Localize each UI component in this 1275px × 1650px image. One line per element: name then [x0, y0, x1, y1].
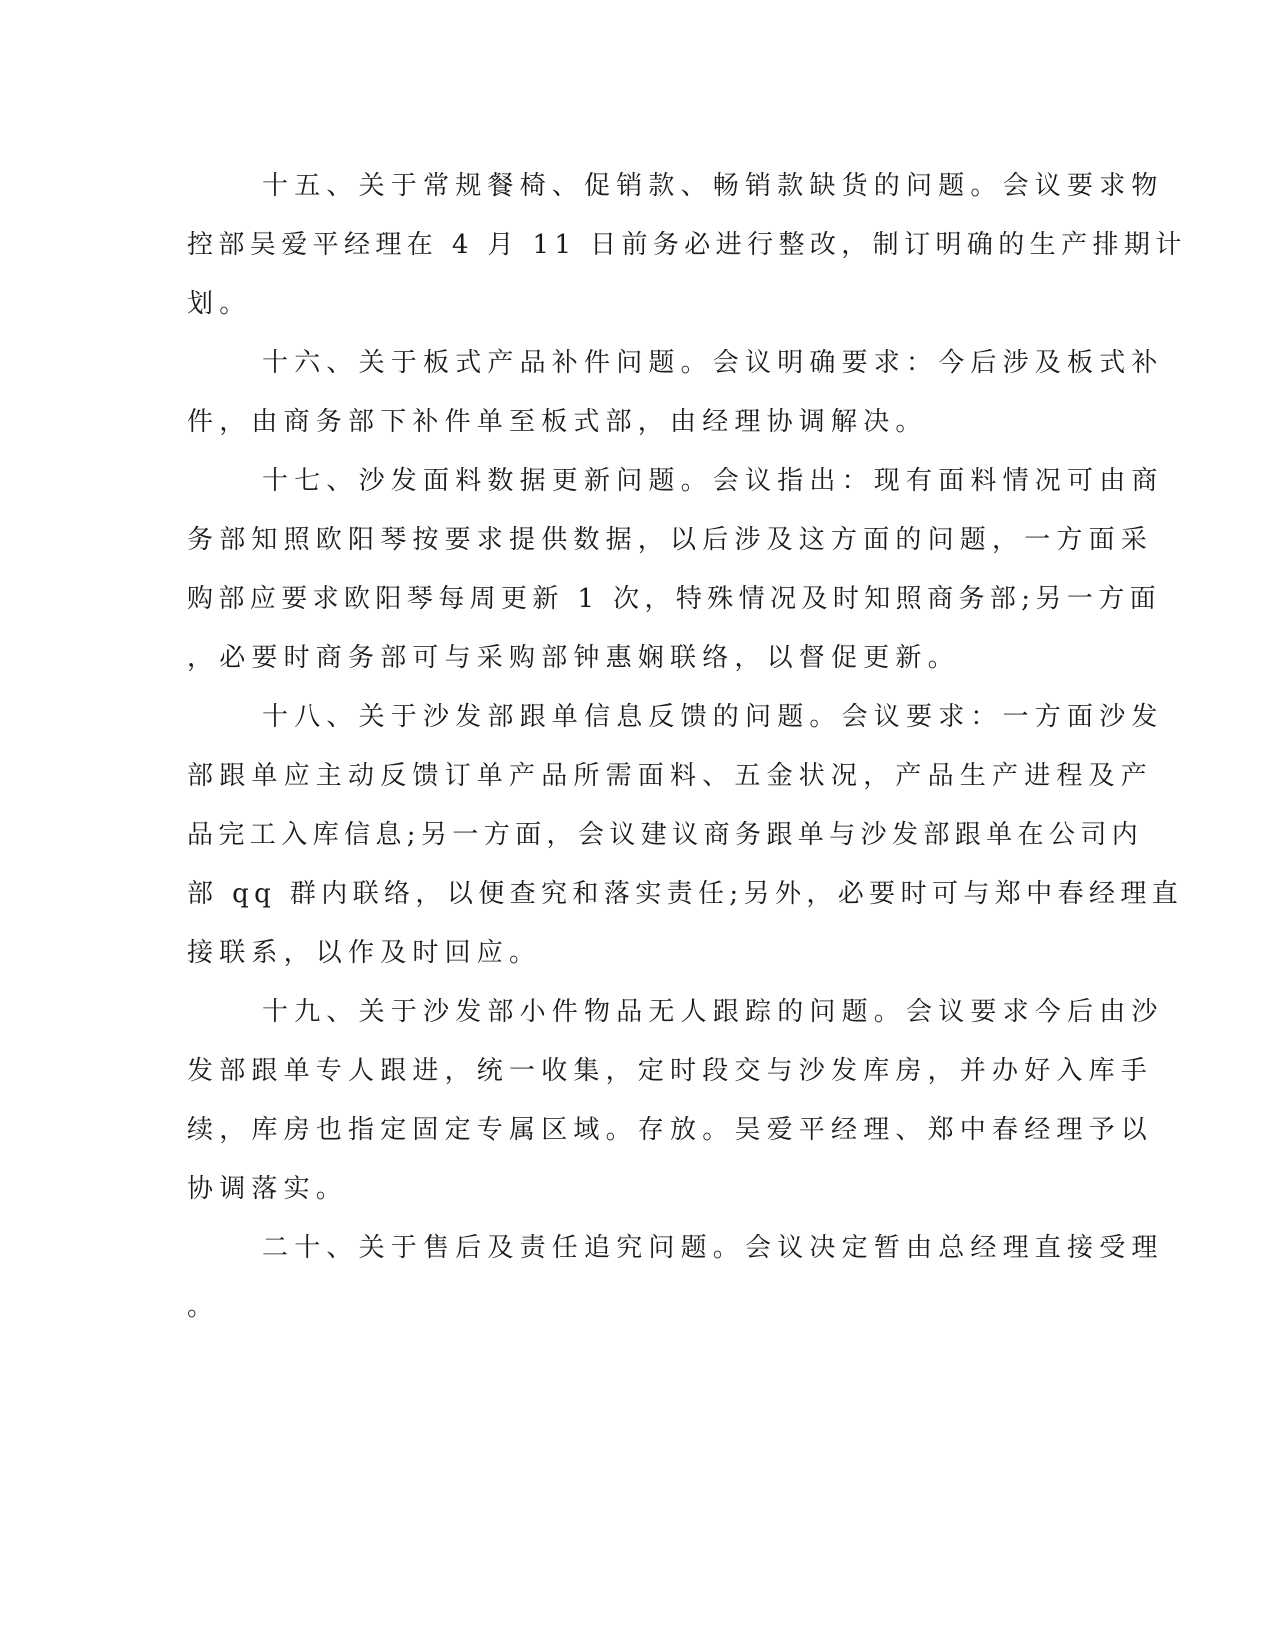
paragraph-19-line-3: 续，库房也指定固定专属区域。存放。吴爱平经理、郑中春经理予以 [187, 1115, 1154, 1145]
paragraph-20-line-1: 二十、关于售后及责任追究问题。会议决定暂由总经理直接受理 [262, 1233, 1164, 1263]
paragraph-17-line-3: 购部应要求欧阳琴每周更新 1 次，特殊情况及时知照商务部;另一方面 [187, 584, 1162, 614]
paragraph-18-line-3: 品完工入库信息;另一方面，会议建议商务跟单与沙发部跟单在公司内 [187, 820, 1144, 850]
paragraph-19-line-1: 十九、关于沙发部小件物品无人跟踪的问题。会议要求今后由沙 [262, 997, 1164, 1027]
paragraph-19-line-4: 协调落实。 [187, 1174, 349, 1204]
paragraph-16-line-1: 十六、关于板式产品补件问题。会议明确要求：今后涉及板式补 [262, 348, 1164, 378]
paragraph-18-line-2: 部跟单应主动反馈订单产品所需面料、五金状况，产品生产进程及产 [187, 761, 1154, 791]
paragraph-17-line-1: 十七、沙发面料数据更新问题。会议指出：现有面料情况可由商 [262, 466, 1164, 496]
paragraph-20-line-2: 。 [187, 1292, 220, 1322]
paragraph-18-line-5: 接联系，以作及时回应。 [187, 938, 542, 968]
paragraph-16-line-2: 件，由商务部下补件单至板式部，由经理协调解决。 [187, 407, 928, 437]
paragraph-19-line-2: 发部跟单专人跟进，统一收集，定时段交与沙发库房，并办好入库手 [187, 1056, 1154, 1086]
paragraph-15-line-2: 控部吴爱平经理在 4 月 11 日前务必进行整改，制订明确的生产排期计 [187, 230, 1187, 260]
paragraph-18-line-4: 部 qq 群内联络，以便查究和落实责任;另外，必要时可与郑中春经理直 [187, 879, 1184, 909]
paragraph-17-line-2: 务部知照欧阳琴按要求提供数据，以后涉及这方面的问题，一方面采 [187, 525, 1154, 555]
paragraph-15-line-3: 划。 [187, 289, 252, 319]
paragraph-15-line-1: 十五、关于常规餐椅、促销款、畅销款缺货的问题。会议要求物 [262, 171, 1164, 201]
paragraph-18-line-1: 十八、关于沙发部跟单信息反馈的问题。会议要求：一方面沙发 [262, 702, 1164, 732]
paragraph-17-line-4: ，必要时商务部可与采购部钟惠娴联络，以督促更新。 [187, 643, 960, 673]
